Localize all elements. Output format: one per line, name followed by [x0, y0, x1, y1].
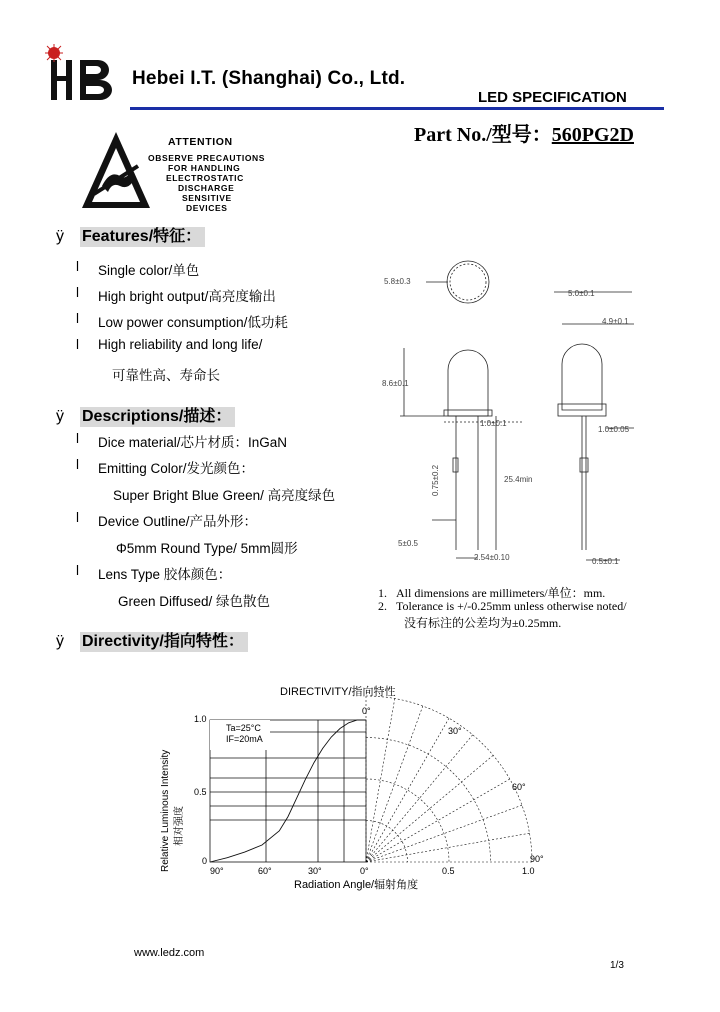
part-label: Part No./型号： — [414, 124, 552, 146]
y-axis-label-cn: 相对强度 — [174, 806, 185, 846]
list-item-continuation: 可靠性高、寿命长 — [112, 368, 220, 383]
package-drawing — [372, 250, 672, 580]
polar-angle-label: 90° — [530, 854, 544, 864]
polar-angle-label: 60° — [512, 782, 526, 792]
part-value: 560PG2D — [551, 124, 634, 146]
condition-ta: Ta=25°C — [226, 723, 261, 733]
logo-mark-icon — [45, 44, 112, 100]
dim-label: 2.54±0.10 — [474, 553, 510, 562]
esd-line: DISCHARGE — [178, 183, 235, 193]
page-number: 1/3 — [610, 960, 624, 971]
esd-title: ATTENTION — [168, 136, 233, 148]
esd-line: ELECTROSTATIC — [166, 173, 244, 183]
dim-label: 1.0±0.05 — [598, 425, 630, 434]
dim-label: 1.0±0.1 — [480, 419, 507, 428]
polar-ring — [366, 779, 449, 862]
list-item-value: Super Bright Blue Green/ 高亮度绿色 — [113, 488, 336, 503]
esd-line: SENSITIVE — [182, 193, 232, 203]
note-2-continuation: 没有标注的公差均为±0.25mm. — [404, 616, 562, 630]
y-tick: 1.0 — [194, 714, 207, 724]
dim-label: 5±0.5 — [398, 539, 418, 548]
y-axis-label: Relative Luminous Intensity — [160, 749, 171, 872]
note-1: 1. All dimensions are millimeters/单位：mm. — [378, 586, 606, 600]
x-tick: 60° — [258, 866, 272, 876]
polar-ring — [366, 696, 532, 862]
polar-angle-label: 0° — [362, 706, 371, 716]
dim-label: 25.4min — [504, 475, 533, 484]
x-tick: 90° — [210, 866, 224, 876]
list-item: l Emitting Color/发光颜色： — [76, 457, 255, 476]
esd-line: OBSERVE PRECAUTIONS — [148, 153, 266, 163]
dim-label: 8.6±0.1 — [382, 379, 409, 388]
descriptions-heading: ÿ Descriptions/描述： — [56, 403, 235, 426]
directivity-chart — [150, 676, 560, 896]
polar-angle-label: 30° — [448, 726, 462, 736]
note-2: 2. Tolerance is +/-0.25mm unless otherwise noted/ — [378, 599, 627, 613]
x-tick: 1.0 — [522, 866, 535, 876]
esd-warning-icon — [80, 128, 152, 212]
x-tick: 0° — [360, 866, 369, 876]
y-tick: 0 — [202, 856, 208, 866]
esd-line: FOR HANDLING — [168, 163, 241, 173]
dim-label: 0.75±0.2 — [431, 464, 440, 496]
features-heading: ÿ Features/特征： — [56, 223, 205, 246]
list-item: l Single color/单色 — [76, 259, 200, 278]
dim-label: 0.5±0.1 — [592, 557, 619, 566]
part-number — [414, 118, 634, 147]
dim-label: 4.9±0.1 — [602, 317, 629, 326]
x-tick: 0.5 — [442, 866, 455, 876]
x-tick: 30° — [308, 866, 322, 876]
header-rule — [130, 107, 664, 110]
list-item: l High bright output/高亮度输出 — [76, 285, 276, 304]
polar-ring — [366, 821, 408, 863]
y-tick: 0.5 — [194, 787, 207, 797]
condition-if: IF=20mA — [226, 734, 263, 744]
list-item: l High reliability and long life/ — [76, 337, 263, 352]
company-logo — [44, 44, 122, 100]
esd-line: DEVICES — [186, 203, 228, 213]
list-item: l Device Outline/产品外形： — [76, 510, 258, 529]
chart-title: DIRECTIVITY/指向特性 — [280, 686, 396, 698]
document-type: LED SPECIFICATION — [478, 89, 627, 106]
footer-url: www.ledz.com — [134, 947, 205, 959]
list-item: l Low power consumption/低功耗 — [76, 311, 288, 330]
x-axis-label: Radiation Angle/辐射角度 — [294, 879, 419, 891]
list-item: l Lens Type 胶体颜色： — [76, 563, 232, 582]
list-item: l Dice material/芯片材质：InGaN — [76, 431, 288, 450]
directivity-heading: ÿ Directivity/指向特性： — [56, 628, 248, 651]
list-item-value: Φ5mm Round Type/ 5mm圆形 — [116, 541, 298, 556]
list-item-value: Green Diffused/ 绿色散色 — [118, 594, 271, 609]
dim-label: 5.0±0.1 — [568, 289, 595, 298]
dim-label: 5.8±0.3 — [384, 277, 411, 286]
company-name: Hebei I.T. (Shanghai) Co., Ltd. — [132, 68, 406, 89]
polar-ring — [366, 738, 491, 863]
